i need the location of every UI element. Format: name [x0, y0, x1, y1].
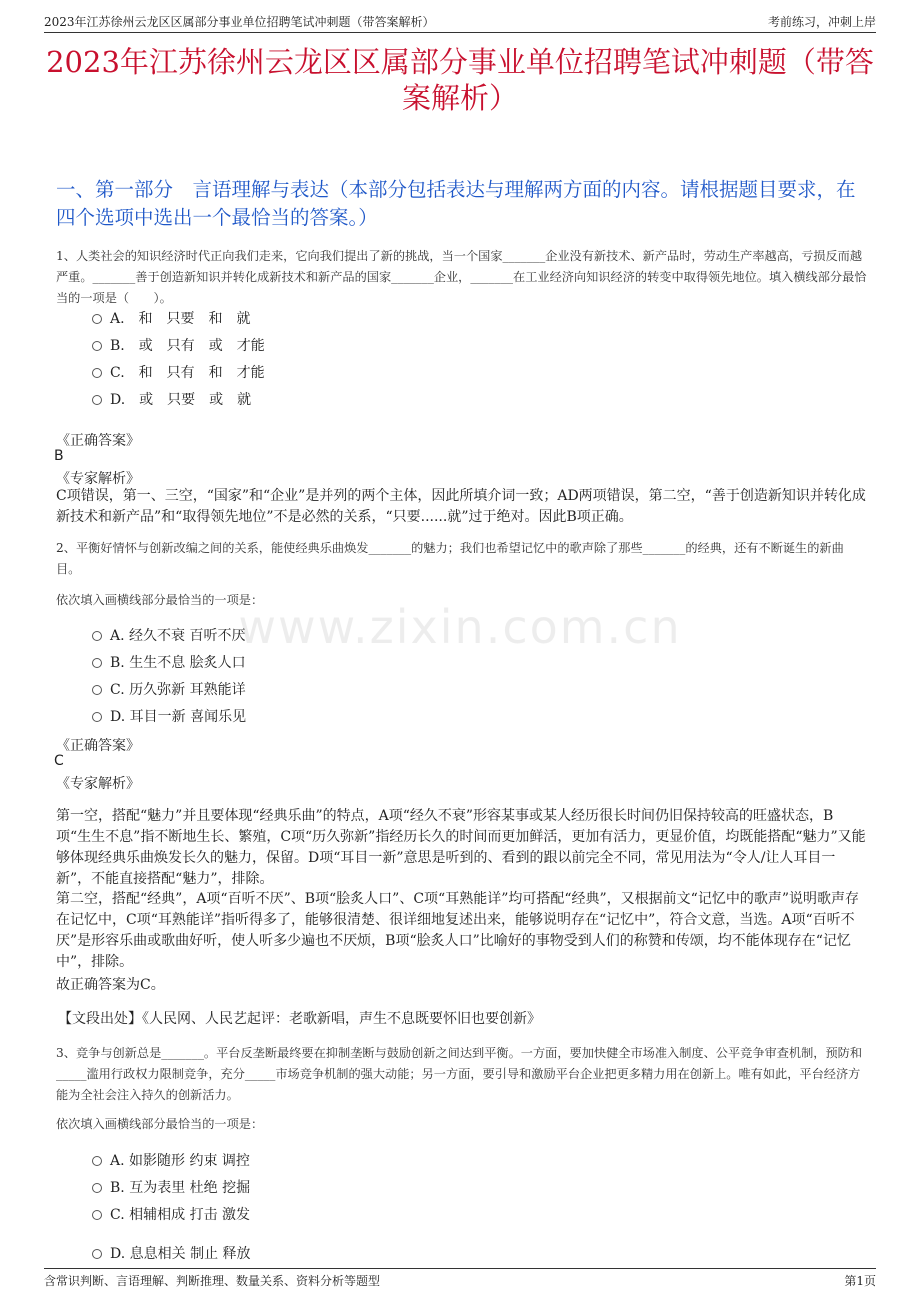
option-label: B. 或 只有 或 才能	[110, 338, 265, 354]
question-3-prompt: 依次填入画横线部分最恰当的一项是：	[56, 1117, 264, 1131]
option-d[interactable]	[92, 1243, 251, 1263]
answer-label: 《正确答案》	[56, 738, 140, 754]
radio-icon[interactable]	[92, 1156, 102, 1166]
option-d[interactable]	[92, 389, 251, 409]
option-label: A. 和 只要 和 就	[110, 311, 251, 327]
header-doc-title: 2023年江苏徐州云龙区区属部分事业单位招聘笔试冲刺题（带答案解析）	[44, 15, 435, 29]
section-title: 一、第一部分 言语理解与表达（本部分包括表达与理解两方面的内容。请根据题目要求，在四个选项中选出一个最恰当的答案。）	[56, 178, 856, 229]
option-label: D. 或 只要 或 就	[110, 392, 252, 408]
radio-icon[interactable]	[92, 341, 102, 351]
question-2-stem: 2、平衡好情怀与创新改编之间的关系，能使经典乐曲焕发_______的魅力；我们也希望记忆中的歌声除了那些_______的经典，还有不断诞生的新曲目。	[56, 541, 844, 576]
page-header	[44, 10, 876, 33]
radio-icon[interactable]	[92, 658, 102, 668]
radio-icon[interactable]	[92, 685, 102, 695]
page-footer	[44, 1268, 876, 1289]
option-c[interactable]	[92, 679, 246, 699]
radio-icon[interactable]	[92, 368, 102, 378]
question-1-stem: 1、人类社会的知识经济时代正向我们走来，它向我们提出了新的挑战，当一个国家_______企业没有新技术、新产品时，劳动生产率越高，亏损反而越严重。_______善于创造新知识并转化成新技术和新产品的国家_______企业，_______在工业经济向知识经济的转变中取得领先地位。填入横线部分最恰当的一项是（ ）。	[56, 249, 867, 305]
question-2-prompt: 依次填入画横线部分最恰当的一项是：	[56, 593, 264, 607]
option-label: C. 相辅相成 打击 激发	[110, 1207, 251, 1223]
document-title: 2023年江苏徐州云龙区区属部分事业单位招聘笔试冲刺题（带答案解析）	[46, 45, 874, 115]
radio-icon[interactable]	[92, 395, 102, 405]
option-a[interactable]	[92, 1150, 250, 1170]
option-label: A. 如影随形 约束 调控	[110, 1153, 250, 1169]
option-b[interactable]	[92, 652, 246, 672]
footer-description: 含常识判断、言语理解、判断推理、数量关系、资料分析等题型	[44, 1274, 381, 1288]
option-d[interactable]	[92, 706, 246, 726]
option-label: C. 和 只有 和 才能	[110, 365, 265, 381]
radio-icon[interactable]	[92, 314, 102, 324]
analysis-label: 《专家解析》	[56, 471, 140, 487]
option-label: A. 经久不衰 百听不厌	[110, 628, 246, 644]
radio-icon[interactable]	[92, 712, 102, 722]
radio-icon[interactable]	[92, 1183, 102, 1193]
page-number: 第1页	[844, 1274, 876, 1288]
analysis-conclusion: 故正确答案为C。	[56, 977, 165, 993]
watermark: www.zixin.com.cn	[238, 600, 682, 654]
option-c[interactable]	[92, 1204, 250, 1224]
option-label: D. 耳目一新 喜闻乐见	[110, 709, 247, 725]
answer-value: C	[54, 753, 64, 769]
option-label: B. 生生不息 脍炙人口	[110, 655, 246, 671]
option-label: B. 互为表里 杜绝 挖掘	[110, 1180, 251, 1196]
option-b[interactable]	[92, 335, 265, 355]
option-label: C. 历久弥新 耳熟能详	[110, 682, 246, 698]
analysis-paragraph: C项错误，第一、三空，“国家”和“企业”是并列的两个主体，因此所填介词一致；AD两项错误，第二空，“善于创造新知识并转化成新技术和新产品”和“取得领先地位”不是必然的关系，“只要......就”过于绝对。因此B项正确。	[56, 488, 866, 525]
radio-icon[interactable]	[92, 1210, 102, 1220]
option-b[interactable]	[92, 1177, 250, 1197]
analysis-paragraph: 第二空，搭配“经典”，A项“百听不厌”、B项“脍炙人口”、C项“耳熟能详”均可搭配“经典”，又根据前文“记忆中的歌声”说明歌声存在记忆中，C项“耳熟能详”指听得多了，能够很清楚、很详细地复述出来，能够说明存在“记忆中”，符合文意，当选。A项“百听不厌”是形容乐曲或歌曲好听，使人听多少遍也不厌烦，B项“脍炙人口”比喻好的事物受到人们的称赞和传颂，均不能体现存在“记忆中”，排除。	[56, 891, 859, 970]
radio-icon[interactable]	[92, 631, 102, 641]
analysis-label: 《专家解析》	[56, 776, 140, 792]
header-slogan: 考前练习，冲刺上岸	[767, 15, 876, 29]
option-a[interactable]	[92, 625, 245, 645]
radio-icon[interactable]	[92, 1249, 102, 1259]
option-c[interactable]	[92, 362, 265, 382]
answer-label: 《正确答案》	[56, 433, 140, 449]
option-a[interactable]	[92, 308, 251, 328]
analysis-paragraph: 第一空，搭配“魅力”并且要体现“经典乐曲”的特点，A项“经久不衰”形容某事或某人经历很长时间仍旧保持较高的旺盛状态，B项“生生不息”指不断地生长、繁殖，C项“历久弥新”指经历长久的时间而更加鲜活，更加有活力，更显价值，均既能搭配“魅力”又能够体现经典乐曲焕发长久的魅力，保留。D项“耳目一新”意思是听到的、看到的跟以前完全不同，常见用法为“令人/让人耳目一新”，不能直接搭配“魅力”，排除。	[56, 808, 866, 887]
option-label: D. 息息相关 制止 释放	[110, 1246, 251, 1262]
source-note: 【文段出处】《人民网、人民艺起评：老歌新唱，声生不息既要怀旧也要创新》	[58, 1011, 541, 1027]
answer-value: B	[54, 448, 64, 464]
question-3-stem: 3、竞争与创新总是_______。平台反垄断最终要在抑制垄断与鼓励创新之间达到平衡。一方面，要加快健全市场准入制度、公平竞争审查机制，预防和_____滥用行政权力限制竞争，充分_____市场竞争机制的强大动能；另一方面，要引导和激励平台企业把更多精力用在创新上。唯有如此，平台经济方能为全社会注入持久的创新活力。	[56, 1046, 863, 1102]
